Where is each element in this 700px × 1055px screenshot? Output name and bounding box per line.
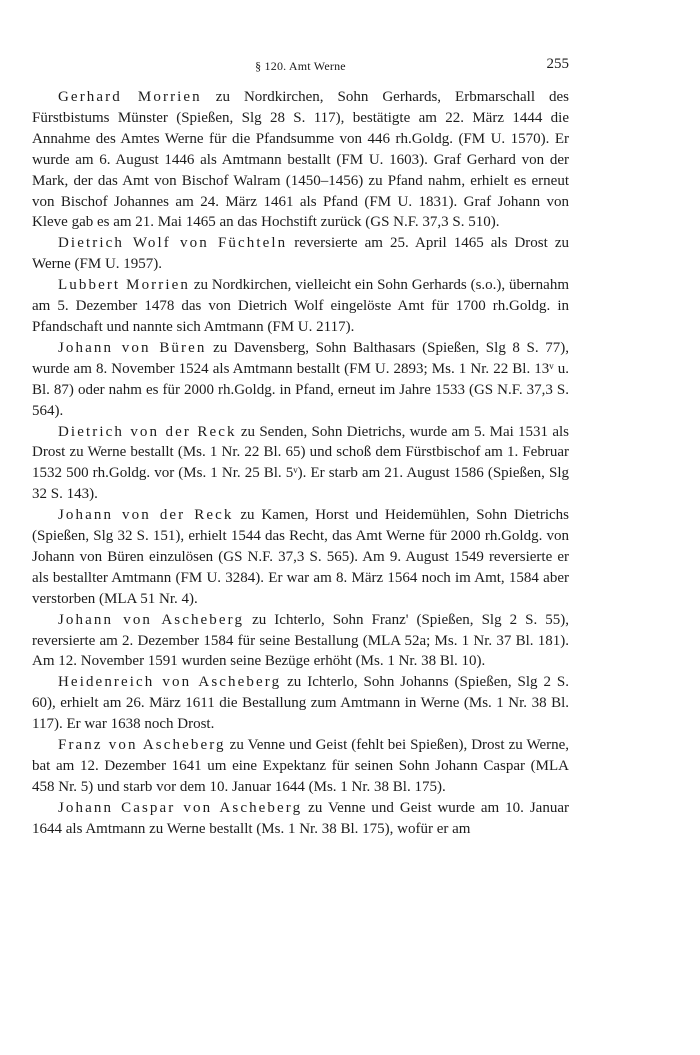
paragraph [32, 87, 569, 233]
paragraph [32, 735, 569, 798]
paragraph-text: zu Nordkirchen, Sohn Gerhards, Erbmarschall des Fürstbistums Münster (Spießen, Slg 28 S. 117), bestätigte am 22. März 1444 die Annahme des Amtes Werne für die Pfandsumme von 446 rh.Goldg. (FM U. 1570). Er wurde am 6. August 1446 als Amtmann bestallt (FM U. 1603). Graf Gerhard von der Mark, der das Amt von Bischof Walram (1450–1456) zu Pfand nahm, erhielt es erneut von Bischof Johannes am 24. März 1461 als Pfand (FM U. 1831). Graf Johann von Kleve gab es am 21. Mai 1465 an das Hochstift zurück (GS N.F. 37,3 S. 510). [32, 89, 569, 231]
person-name: Johann von Ascheberg [58, 611, 245, 628]
paragraph-text: zu Ichterlo, Sohn Franz' (Spießen, Slg 2 S. 55), reversierte am 2. Dezember 1584 für seine Bestallung (MLA 52a; Ms. 1 Nr. 37 Bl. 181). Am 12. November 1591 wurden seine Bezüge erhöht (Ms. 1 Nr. 38 Bl. 10). [32, 611, 569, 670]
paragraph [32, 505, 569, 610]
person-name: Dietrich Wolf von Füchteln [58, 235, 288, 252]
paragraph-text: zu Venne und Geist wurde am 10. Januar 1644 als Amtmann zu Werne bestallt (Ms. 1 Nr. 38 Bl. 175), wofür er am [32, 799, 569, 837]
paragraph [32, 672, 569, 735]
running-header [32, 56, 569, 76]
paragraph-text: zu Kamen, Horst und Heidemühlen, Sohn Dietrichs (Spießen, Slg 32 S. 151), erhielt 1544 das Recht, das Amt Werne für 2000 rh.Goldg. von Johann von Büren einzulösen (GS N.F. 37,3 S. 565). Am 9. August 1549 reversierte er als bestallter Amtmann (FM U. 3284). Er war am 8. März 1564 noch im Amt, 1584 aber verstorben (MLA 51 Nr. 4). [32, 507, 569, 607]
paragraph-text: zu Senden, Sohn Dietrichs, wurde am 5. Mai 1531 als Drost zu Werne bestallt (Ms. 1 Nr. 22 Bl. 65) und schoß dem Fürstbischof am 1. Februar 1532 500 rh.Goldg. vor (Ms. 1 Nr. 25 Bl. 5ᵛ). Er starb am 21. August 1586 (Spießen, Slg 32 S. 143). [32, 423, 570, 503]
person-name: Franz von Ascheberg [58, 737, 226, 754]
person-name: Dietrich von der Reck [58, 423, 237, 440]
paragraph-text: zu Venne und Geist (fehlt bei Spießen), Drost zu Werne, bat am 12. Dezember 1641 um eine Expektanz für seinen Sohn Johann Caspar (MLA 458 Nr. 5) und starb vor dem 10. Januar 1644 (Ms. 1 Nr. 38 Bl. 175). [32, 737, 569, 795]
person-name: Johann Caspar von Ascheberg [58, 799, 303, 816]
person-name: Heidenreich von Ascheberg [58, 674, 282, 691]
paragraph-text: reversierte am 25. April 1465 als Drost zu Werne (FM U. 1957). [32, 235, 569, 273]
body-text [32, 87, 569, 840]
paragraph [32, 610, 569, 673]
paragraph-text: zu Davensberg, Sohn Balthasars (Spießen, Slg 8 S. 77), wurde am 8. November 1524 als Amtmann bestallt (FM U. 2893; Ms. 1 Nr. 22 Bl. 13ᵛ u. Bl. 87) oder nahm es für 2000 rh.Goldg. in Pfand, erneut im Jahre 1533 (GS N.F. 37,3 S. 564). [32, 339, 569, 419]
person-name: Gerhard Morrien [58, 89, 202, 105]
paragraph-text: zu Ichterlo, Sohn Johanns (Spießen, Slg 2 S. 60), erhielt am 26. März 1611 die Bestallung zum Amtmann in Werne (Ms. 1 Nr. 38 Bl. 117). Er war 1638 noch Drost. [32, 674, 569, 733]
person-name: Lubbert Morrien [58, 277, 190, 294]
paragraph [32, 275, 569, 338]
person-name: Johann von Büren [58, 339, 207, 356]
running-title: § 120. Amt Werne [255, 59, 346, 73]
paragraph [32, 338, 569, 422]
page-number: 255 [546, 56, 569, 72]
person-name: Johann von der Reck [58, 507, 234, 524]
paragraph [32, 798, 569, 840]
paragraph [32, 422, 569, 506]
paragraph [32, 233, 569, 275]
paragraph-text: zu Nordkirchen, vielleicht ein Sohn Gerhards (s.o.), übernahm am 5. Dezember 1478 das von Dietrich Wolf eingelöste Amt für 1700 rh.Goldg. in Pfandschaft und nannte sich Amtmann (FM U. 2117). [32, 277, 569, 335]
